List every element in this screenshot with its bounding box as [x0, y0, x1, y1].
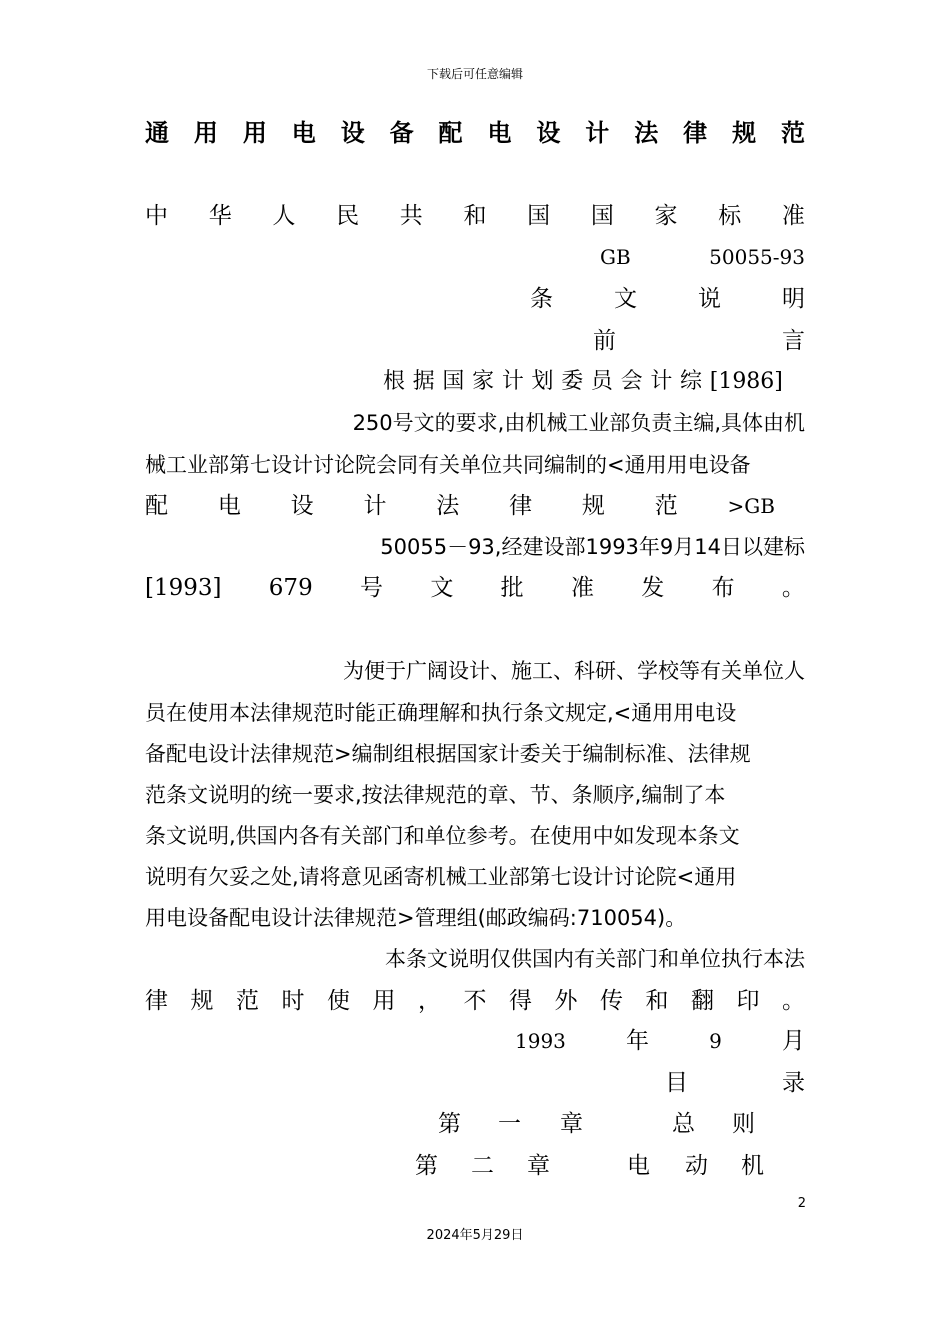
preface-p1-line2: 250号文的要求,由机械工业部负责主编,具体由机	[352, 411, 805, 435]
preface-p1-line3: 械工业部第七设计讨论院会同有关单位共同编制的<通用用电设备	[145, 453, 751, 477]
preface-date: 1993 年 9 月	[515, 1028, 805, 1054]
preface-p2-line1: 为便于广阔设计、施工、科研、学校等有关单位人	[343, 659, 805, 683]
preface-p2-line2: 员在使用本法律规范时能正确理解和执行条文规定,<通用用电设	[145, 701, 737, 725]
toc-chapter-2[interactable]: 第 二 章 电 动 机	[415, 1153, 764, 1179]
preface-p2-line6: 说明有欠妥之处,请将意见函寄机械工业部第七设计讨论院<通用	[145, 865, 737, 889]
preface-p1-line1: 根 据 国 家 计 划 委 员 会 计 综 [1986]	[383, 369, 783, 394]
document-title: 通 用 用 电 设 备 配 电 设 计 法 律 规 范	[145, 119, 805, 147]
preface-p2-line3: 备配电设计法律规范>编制组根据国家计委关于编制标准、法律规	[145, 742, 751, 766]
page-header: 下载后可任意编辑	[426, 67, 523, 81]
preface-p1-line4: 配 电 设 计 法 律 规 范 >GB	[145, 493, 775, 519]
preface-p2-line5: 条文说明,供国内各有关部门和单位参考。在使用中如发现本条文	[145, 824, 740, 848]
toc-heading: 目 录	[665, 1070, 805, 1096]
footer-date: 2024年5月29日	[426, 1228, 524, 1243]
preface-p3-line2: 律 规 范 时 使 用 ， 不 得 外 传 和 翻 印 。	[145, 988, 805, 1014]
toc-chapter-1[interactable]: 第 一 章 总 则	[438, 1111, 755, 1137]
standard-line: 中 华 人 民 共 和 国 国 家 标 准	[145, 203, 805, 229]
page-number: 2	[797, 1196, 806, 1211]
preface-p3-line1: 本条文说明仅供国内有关部门和单位执行本法	[385, 947, 805, 971]
preface-p2-line4: 范条文说明的统一要求,按法律规范的章、节、条顺序,编制了本	[145, 783, 726, 807]
preface-p1-line6: [1993] 679 号 文 批 准 发 布 。	[145, 575, 805, 601]
preface-heading: 前 言	[593, 328, 805, 354]
explanation-heading: 条 文 说 明	[530, 286, 805, 312]
preface-p1-line5: 50055－93,经建设部1993年9月14日以建标	[380, 535, 805, 559]
preface-p2-line7: 用电设备配电设计法律规范>管理组(邮政编码:710054)。	[145, 906, 687, 930]
standard-code: GB 50055-93	[600, 245, 805, 269]
